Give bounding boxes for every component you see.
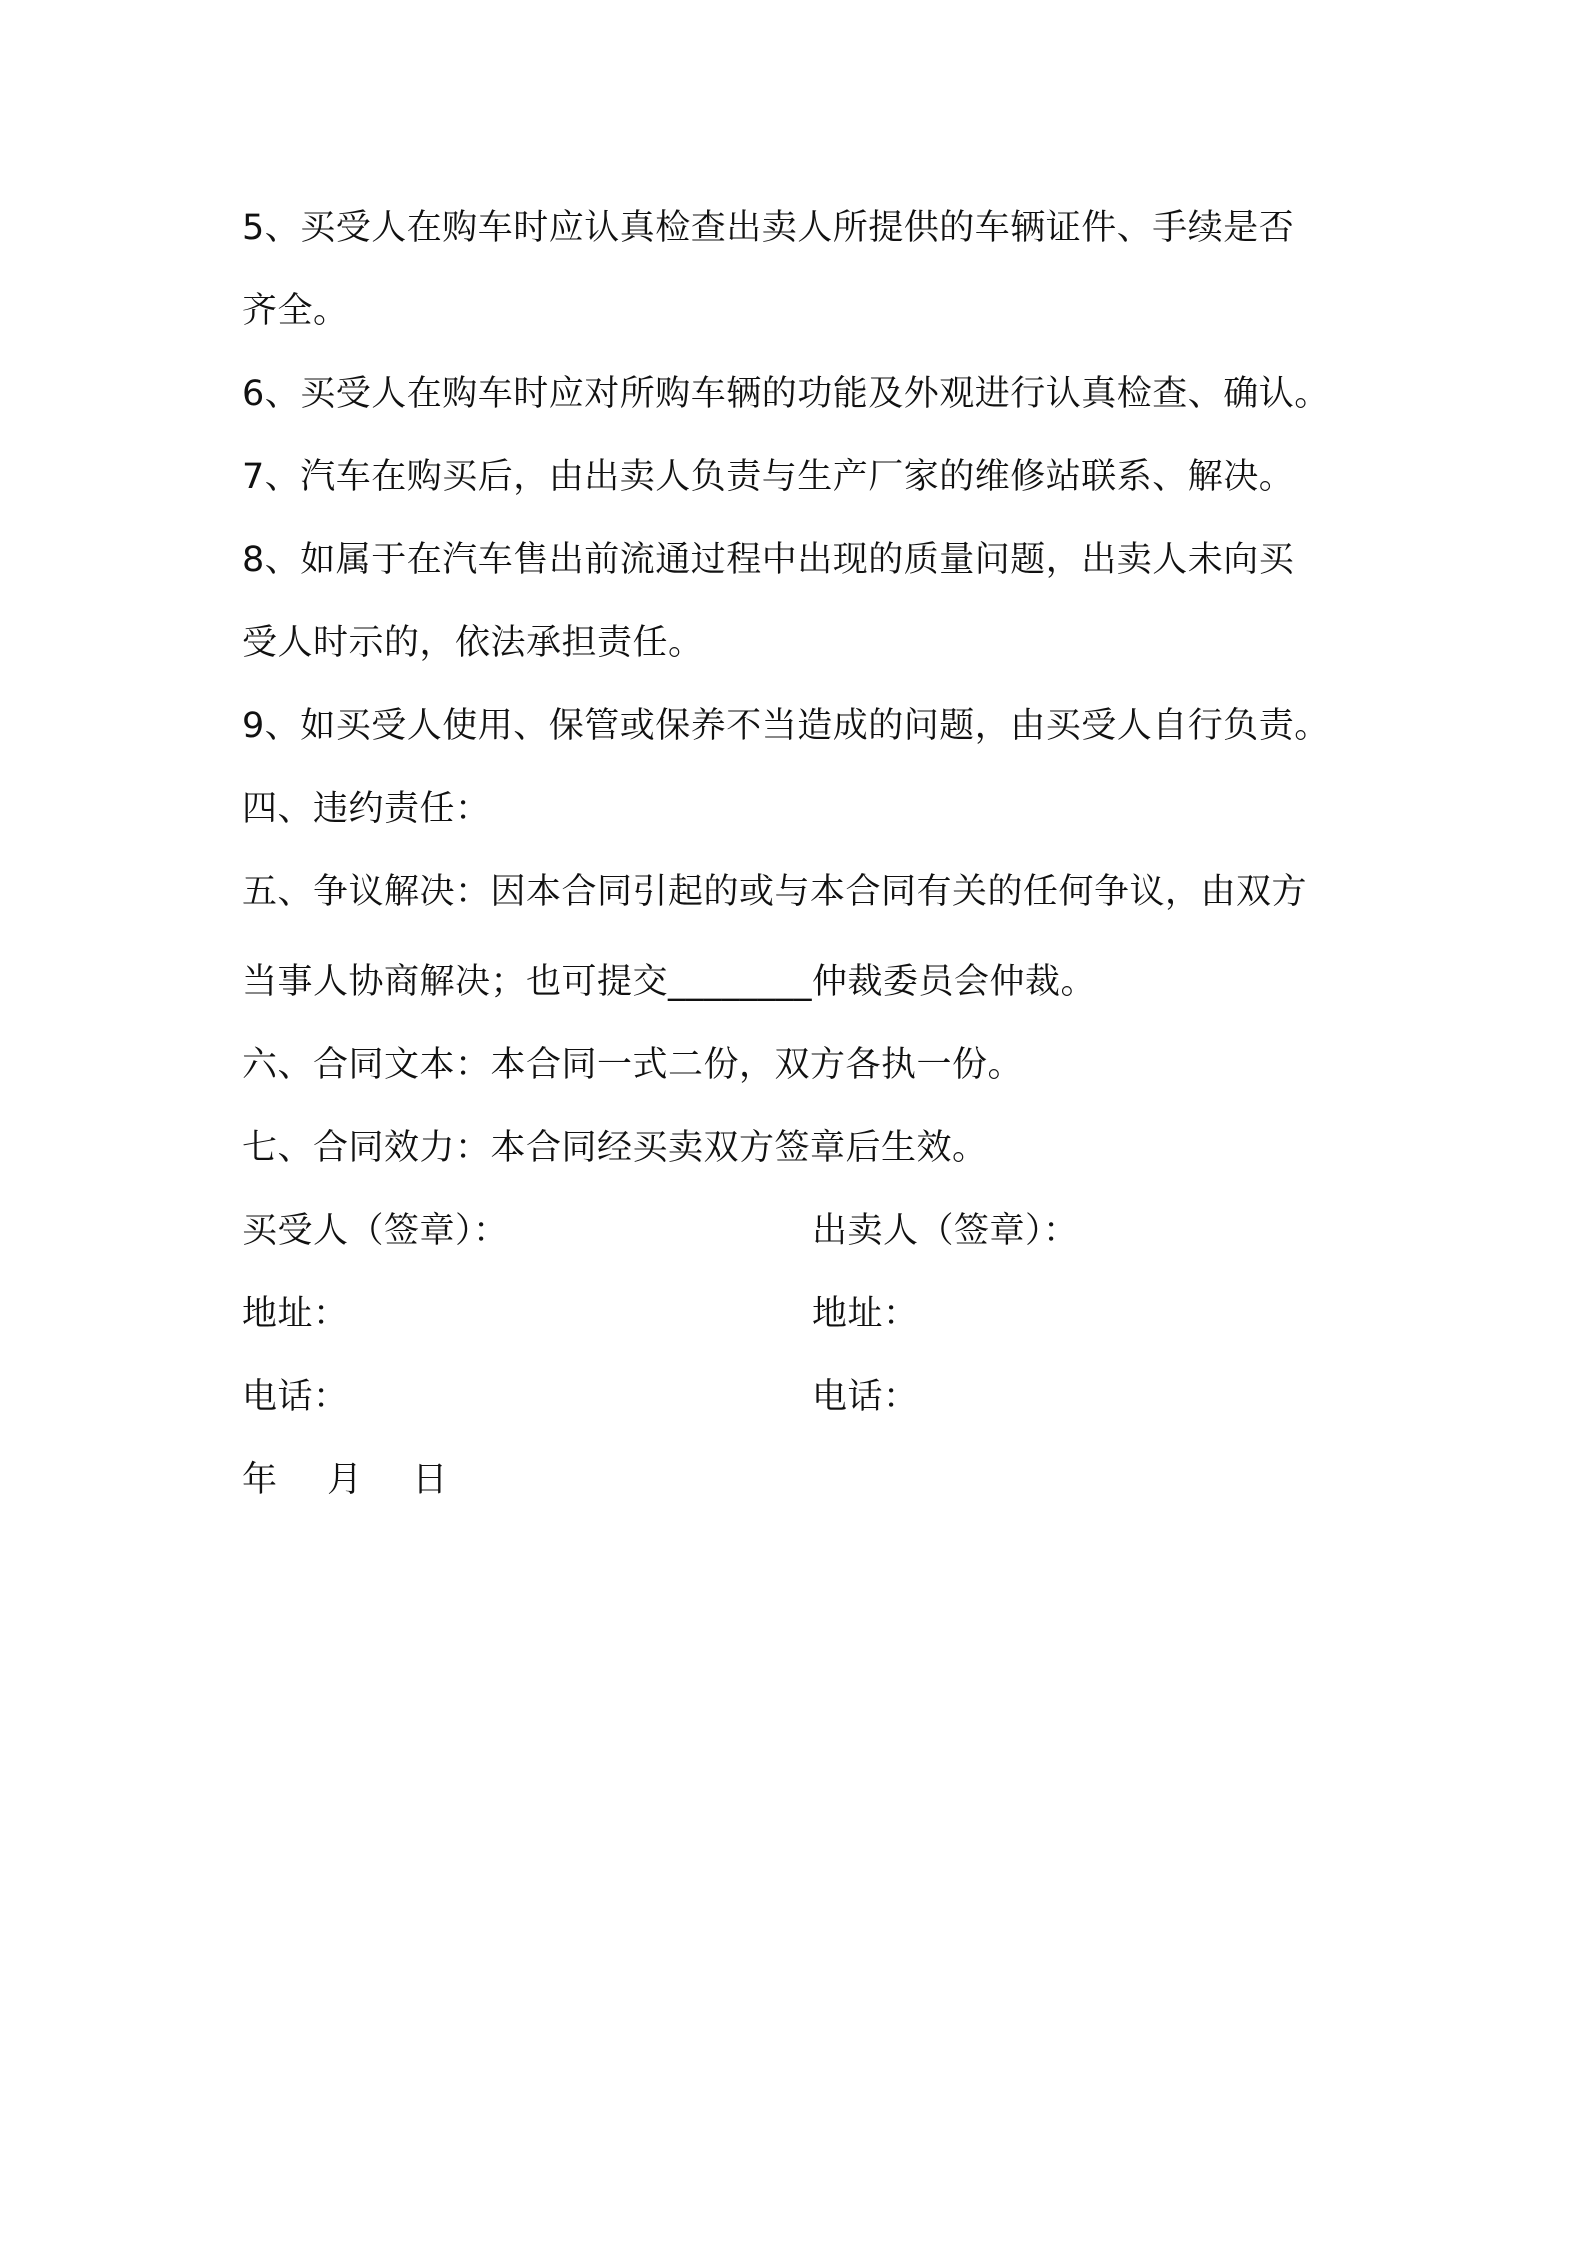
buyer-address-label: 地址： [242,1294,349,1334]
buyer-signature-label: 买受人（签章）： [242,1211,509,1251]
section-breach-liability: 四、违约责任： [242,789,491,829]
seller-signature-label: 出卖人（签章）： [812,1211,1079,1251]
section-dispute-line-1: 五、争议解决：因本合同引起的或与本合同有关的任何争议，由双方 [242,872,1308,912]
clause-6: 6、买受人在购车时应对所购车辆的功能及外观进行认真检查、确认。 [242,374,1330,414]
section-contract-text: 六、合同文本：本合同一式二份，双方各执一份。 [242,1045,1024,1085]
clause-7: 7、汽车在购买后，由出卖人负责与生产厂家的维修站联系、解决。 [242,457,1295,497]
buyer-phone-label: 电话： [242,1377,349,1417]
date-year-label: 年 [242,1460,278,1500]
date-month-label: 月 [327,1460,363,1500]
clause-8-line-1: 8、如属于在汽车售出前流通过程中出现的质量问题，出卖人未向买 [242,540,1295,580]
clause-5-line-1: 5、买受人在购车时应认真检查出卖人所提供的车辆证件、手续是否 [242,208,1295,248]
seller-phone-label: 电话： [812,1377,919,1417]
date-line [242,1458,448,1502]
clause-5-line-2: 齐全。 [242,291,349,331]
date-day-label: 日 [412,1460,448,1500]
clause-8-line-2: 受人时示的，依法承担责任。 [242,623,704,663]
clause-9: 9、如买受人使用、保管或保养不当造成的问题，由买受人自行负责。 [242,706,1330,746]
seller-address-label: 地址： [812,1294,919,1334]
section-dispute-line-2: 当事人协商解决；也可提交________仲裁委员会仲裁。 [242,962,1097,1002]
section-contract-validity: 七、合同效力：本合同经买卖双方签章后生效。 [242,1128,988,1168]
